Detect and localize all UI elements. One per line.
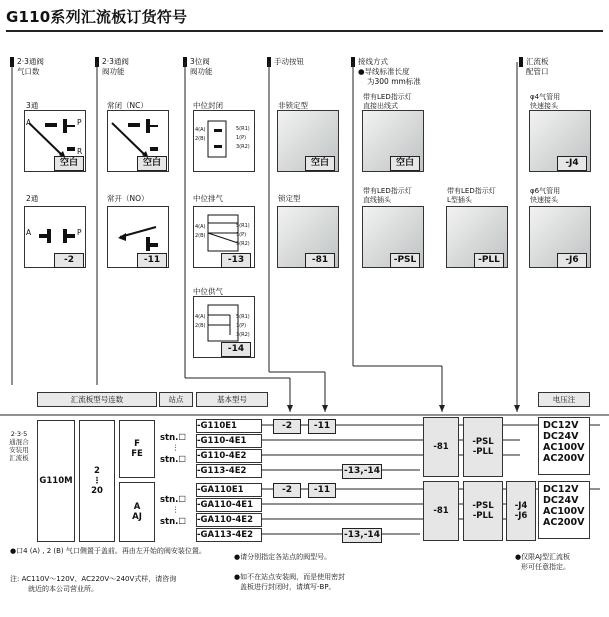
opt-2-b: -2 bbox=[273, 483, 301, 498]
code-j6: -J6 bbox=[557, 253, 587, 268]
label-grommet-1: 带有LED指示灯 bbox=[363, 93, 412, 101]
cat1-line1: 2·3通阀 bbox=[17, 57, 44, 66]
group-a: A bbox=[133, 502, 141, 512]
p1-a: 1(P) bbox=[236, 135, 247, 141]
label-pressure-center: 中位供气 bbox=[193, 287, 223, 296]
code-non-lock: 空白 bbox=[305, 156, 335, 171]
label-pll-2: L型插头 bbox=[447, 196, 472, 204]
label-psl-2: 直线插头 bbox=[363, 196, 391, 204]
page-title: G110系列汇流板订货符号 bbox=[6, 8, 188, 26]
voltage-dc12-b: DC12V bbox=[543, 484, 579, 495]
cat2-line2: 阀功能 bbox=[102, 67, 125, 76]
cat3-line2: 阀功能 bbox=[190, 67, 213, 76]
code-no: -11 bbox=[137, 253, 167, 268]
opt-81-b: -81 bbox=[423, 481, 459, 541]
opt-11-a: -11 bbox=[308, 419, 336, 434]
wire-pll-a: -PLL bbox=[472, 447, 494, 457]
stn-dots-2: ⋮ bbox=[172, 505, 180, 514]
label-exhaust-center: 中位排气 bbox=[193, 194, 223, 203]
stn-1b: stn.☐ bbox=[160, 455, 187, 465]
p4-a: 4(A) bbox=[195, 127, 206, 133]
code-pll: -PLL bbox=[474, 253, 504, 268]
stn-dots-1: ⋮ bbox=[172, 443, 180, 452]
voltage-ac200-a: AC200V bbox=[543, 453, 585, 464]
label-j6-1: φ6气管用 bbox=[530, 187, 561, 195]
port-j6: -J6 bbox=[514, 511, 528, 521]
stn-2b: stn.☐ bbox=[160, 517, 187, 527]
cat5-line2: ●导线标准长度 bbox=[358, 67, 410, 76]
count-max: 20 bbox=[91, 486, 103, 496]
base-row-8: -GA113-4E2 bbox=[196, 528, 262, 542]
blank-note-2: 盖板进行封闭时，请填写-BP。 bbox=[240, 583, 336, 591]
label-closed-center: 中位封闭 bbox=[193, 101, 223, 110]
label-lock: 锁定型 bbox=[278, 194, 301, 203]
stn-text: stn. bbox=[160, 433, 179, 443]
cat6-line2: 配管口 bbox=[526, 67, 549, 76]
wire-group-a bbox=[463, 417, 503, 477]
code-psl: -PSL bbox=[390, 253, 420, 268]
port-r: R bbox=[77, 147, 83, 156]
side-label: 2·3·5通混合安装用汇流板 bbox=[9, 430, 29, 462]
code-lock: -81 bbox=[305, 253, 335, 268]
wire-psl-a: -PSL bbox=[472, 437, 494, 447]
aj-note-2: 形可任意指定。 bbox=[521, 563, 570, 571]
voltage-ac100-b: AC100V bbox=[543, 506, 585, 517]
p5-a: 5(R1) bbox=[236, 126, 250, 132]
blank-note-1: ●如不在站点安装阀，而是使用密封 bbox=[234, 573, 346, 581]
cat5-line1: 接线方式 bbox=[358, 57, 388, 66]
stn-1a: stn.☐ bbox=[160, 433, 187, 443]
wire-pll-b: -PLL bbox=[472, 511, 494, 521]
code-nc: 空白 bbox=[137, 156, 167, 171]
voltage-dc12-a: DC12V bbox=[543, 420, 579, 431]
port-p: P bbox=[77, 118, 82, 127]
code-grommet: 空白 bbox=[390, 156, 420, 171]
voltage-ac200-b: AC200V bbox=[543, 517, 585, 528]
label-j4-2: 快速接头 bbox=[530, 102, 558, 110]
p3-b: 3(R2) bbox=[236, 241, 250, 247]
p5-c: 5(R1) bbox=[236, 314, 250, 320]
stn-text: stn. bbox=[160, 517, 179, 527]
label-no: 常开（NO） bbox=[107, 194, 149, 203]
group-aj: AJ bbox=[132, 512, 142, 522]
opt-13-14-b: -13,-14 bbox=[342, 528, 382, 543]
cat4-line1: 手动按钮 bbox=[274, 57, 304, 66]
voltage-note-2: 就近的本公司营业所。 bbox=[28, 585, 98, 593]
p2-b: 2(B) bbox=[195, 233, 206, 239]
voltage-list-b bbox=[538, 481, 590, 539]
label-2way: 2通 bbox=[26, 194, 39, 203]
opt-81-a: -81 bbox=[423, 417, 459, 477]
p3-a: 3(R2) bbox=[236, 144, 250, 150]
label-psl-1: 带有LED指示灯 bbox=[363, 187, 412, 195]
header-station: 站点 bbox=[159, 392, 193, 407]
model-cell: G110M bbox=[37, 420, 75, 542]
header-base: 基本型号 bbox=[196, 392, 268, 407]
voltage-dc24-b: DC24V bbox=[543, 495, 579, 506]
label-non-lock: 非锁定型 bbox=[278, 101, 308, 110]
base-row-2: -G110-4E1 bbox=[196, 434, 262, 448]
p3-c: 3(R2) bbox=[236, 332, 250, 338]
p2-c: 2(B) bbox=[195, 323, 206, 329]
wire-group-b bbox=[463, 481, 503, 541]
p2-a: 2(B) bbox=[195, 136, 206, 142]
cat6-line1: 汇流板 bbox=[526, 57, 549, 66]
count-dots: ⋮ bbox=[92, 476, 102, 486]
base-row-6: -GA110-4E1 bbox=[196, 498, 262, 512]
voltage-note-1: 注: AC110V～120V、AC220V～240V式样，请咨询 bbox=[10, 575, 177, 583]
opt-11-b: -11 bbox=[308, 483, 336, 498]
p1-b: 1(P) bbox=[236, 232, 247, 238]
opt-2-a: -2 bbox=[273, 419, 301, 434]
port-group bbox=[506, 481, 536, 541]
p5-b: 5(R1) bbox=[236, 223, 250, 229]
port-a-2: A bbox=[26, 228, 32, 237]
port-note: ●口4 (A) , 2 (B) 气口侧置于盖前。再由左开始的阀安装位置。 bbox=[10, 547, 206, 555]
group-f: F bbox=[134, 439, 140, 449]
opt-13-14-a: -13,-14 bbox=[342, 464, 382, 479]
base-row-7: -GA110-4E2 bbox=[196, 513, 262, 527]
cat3-line1: 3位阀 bbox=[190, 57, 210, 66]
port-j4: -J4 bbox=[514, 501, 528, 511]
base-row-3: -G110-4E2 bbox=[196, 449, 262, 463]
voltage-dc24-a: DC24V bbox=[543, 431, 579, 442]
base-row-1: -G110E1 bbox=[196, 419, 262, 433]
code-exhaust-center: -13 bbox=[221, 253, 251, 268]
station-note: ●请分别指定各站点的阀型号。 bbox=[234, 553, 332, 561]
aj-note-1: ●仅限AJ型汇流板 bbox=[515, 553, 570, 561]
code-j4: -J4 bbox=[557, 156, 587, 171]
voltage-ac100-a: AC100V bbox=[543, 442, 585, 453]
label-nc: 常闭（NC） bbox=[107, 101, 148, 110]
count-min: 2 bbox=[94, 466, 100, 476]
label-j4-1: φ4气管用 bbox=[530, 93, 561, 101]
code-2way: -2 bbox=[54, 253, 84, 268]
label-3way: 3通 bbox=[26, 101, 39, 110]
cat5-line3: 为300 mm标准 bbox=[367, 77, 421, 86]
header-voltage: 电压注 bbox=[538, 392, 590, 407]
port-p-2: P bbox=[77, 228, 82, 237]
label-j6-2: 快速接头 bbox=[530, 196, 558, 204]
p4-b: 4(A) bbox=[195, 224, 206, 230]
header-manifold: 汇流板型号连数 bbox=[37, 392, 157, 407]
stn-text: stn. bbox=[160, 495, 179, 505]
p1-c: 1(P) bbox=[236, 323, 247, 329]
stn-2a: stn.☐ bbox=[160, 495, 187, 505]
label-grommet-2: 直接出线式 bbox=[363, 102, 398, 110]
stn-text: stn. bbox=[160, 455, 179, 465]
wire-psl-b: -PSL bbox=[472, 501, 494, 511]
label-pll-1: 带有LED指示灯 bbox=[447, 187, 496, 195]
base-row-5: -GA110E1 bbox=[196, 483, 262, 497]
voltage-list-a bbox=[538, 417, 590, 475]
base-row-4: -G113-4E2 bbox=[196, 464, 262, 478]
p4-c: 4(A) bbox=[195, 314, 206, 320]
cat1-line2: 气口数 bbox=[17, 67, 40, 76]
port-a: A bbox=[26, 118, 32, 127]
code-3way: 空白 bbox=[54, 156, 84, 171]
group-fe: FE bbox=[131, 449, 143, 459]
cat2-line1: 2·3通阀 bbox=[102, 57, 129, 66]
code-pressure-center: -14 bbox=[221, 342, 251, 357]
